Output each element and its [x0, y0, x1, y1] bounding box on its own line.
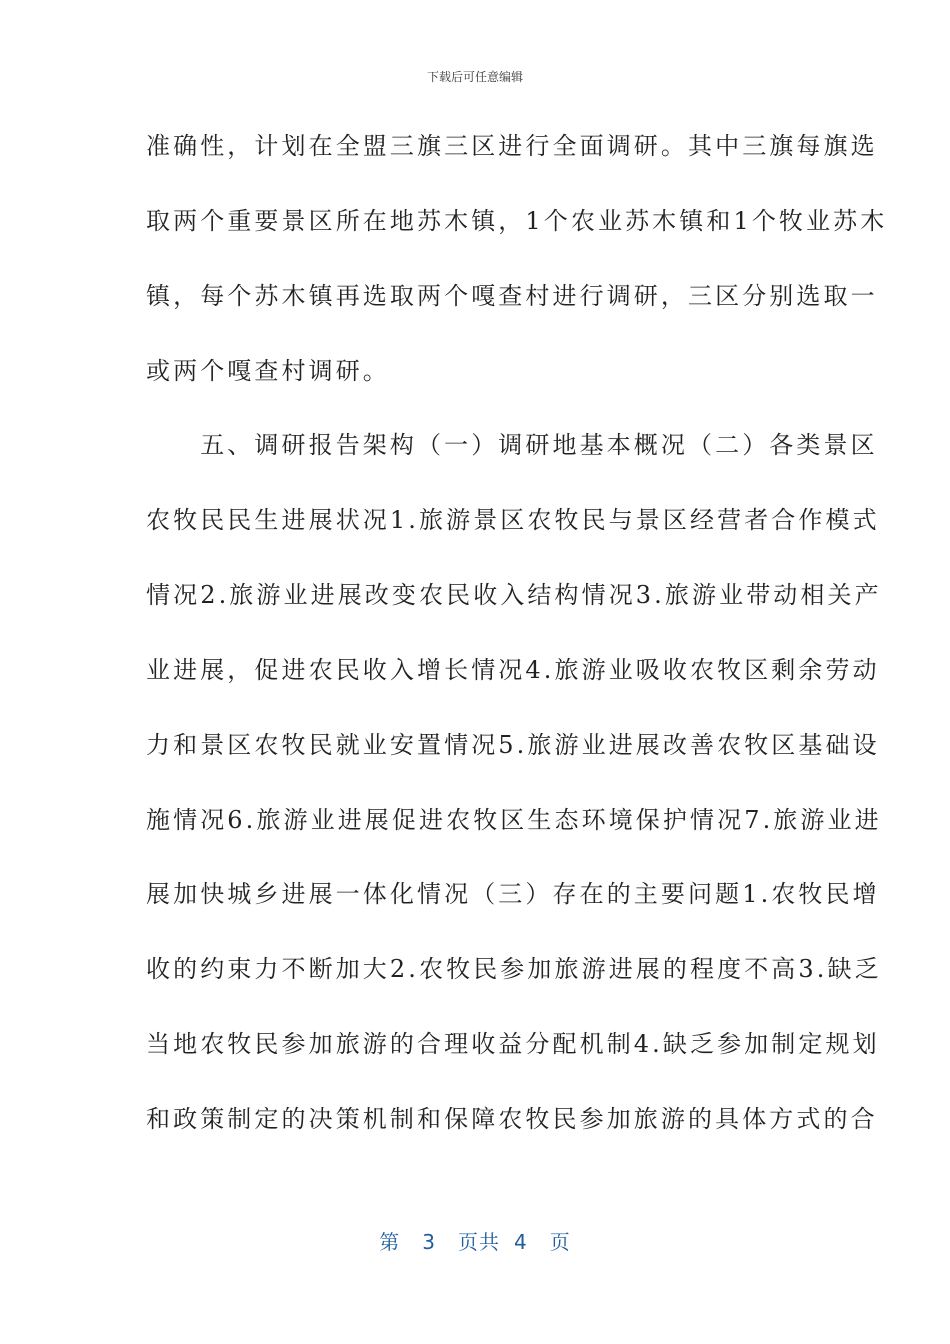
text-line: 农牧民民生进展状况1.旅游景区农牧民与景区经营者合作模式	[146, 506, 880, 534]
text-line: 或两个嘎查村调研。	[146, 357, 390, 385]
footer-suffix: 页	[549, 1230, 571, 1254]
text-line: 当地农牧民参加旅游的合理收益分配机制4.缺乏参加制定规划	[146, 1030, 880, 1058]
text-line: 业进展，促进农民收入增长情况4.旅游业吸收农牧区剩余劳动	[146, 656, 880, 684]
text-line: 镇，每个苏木镇再选取两个嘎查村进行调研，三区分别选取一	[146, 282, 878, 310]
text-line: 展加快城乡进展一体化情况（三）存在的主要问题1.农牧民增	[146, 880, 880, 908]
text-line: 准确性，计划在全盟三旗三区进行全面调研。其中三旗每旗选	[146, 132, 878, 160]
total-pages-number: 4	[514, 1230, 528, 1254]
footer-middle: 页共	[458, 1230, 500, 1254]
text-line: 五、调研报告架构（一）调研地基本概况（二）各类景区	[146, 431, 878, 459]
text-line: 力和景区农牧民就业安置情况5.旅游业进展改善农牧区基础设	[146, 731, 880, 759]
text-line: 施情况6.旅游业进展促进农牧区生态环境保护情况7.旅游业进	[146, 806, 882, 834]
text-line: 取两个重要景区所在地苏木镇，1个农业苏木镇和1个牧业苏木	[146, 207, 888, 235]
page-footer	[0, 1226, 950, 1255]
text-line: 收的约束力不断加大2.农牧民参加旅游进展的程度不高3.缺乏	[146, 955, 882, 983]
footer-prefix: 第	[379, 1230, 401, 1254]
text-line: 情况2.旅游业进展改变农民收入结构情况3.旅游业带动相关产	[146, 581, 882, 609]
header-note: 下载后可任意编辑	[426, 70, 523, 84]
current-page-number: 3	[422, 1230, 436, 1254]
text-line: 和政策制定的决策机制和保障农牧民参加旅游的具体方式的合	[146, 1105, 878, 1133]
